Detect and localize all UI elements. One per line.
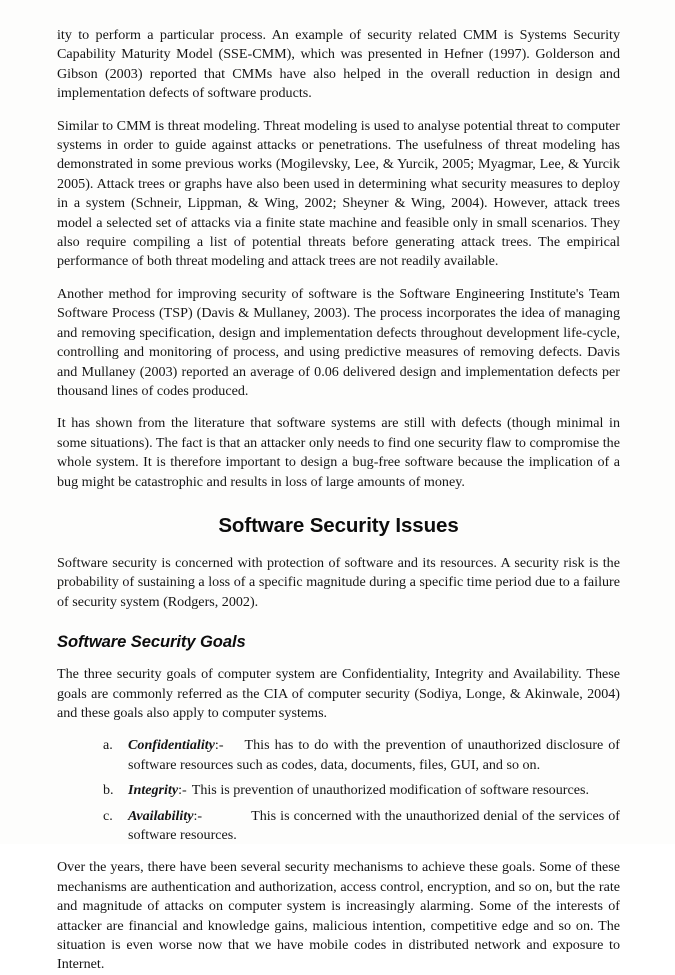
subsection-heading-software-security-goals: Software Security Goals — [57, 632, 246, 652]
list-item-term: Confidentiality — [128, 737, 215, 754]
paragraph-threat-modeling: Similar to CMM is threat modeling. Threat modeling is used to analyse potential threat to computer systems in order to guide against attacks or penetrations. The usefulness of threat modeling has demonstrated in some previous works (Mogilevsky, Lee, & Yurcik, 2005; Myagmar, Lee, & Yurcik 2005). Attack trees or graphs have also been used in determining what security measures to deploy in a system (Schneir, Lippman, & Wing, 2002; Sheyner & Wing, 2004). However, attack trees model a selected set of attacks via a finite state machine and feasible only in small scenarios. They also require compiling a list of potential threats before generating attack trees. The empirical performance of both threat modeling and attack trees are not readily available. — [57, 117, 620, 270]
section-heading-software-security-issues: Software Security Issues — [218, 513, 459, 537]
list-item-marker: b. — [103, 782, 114, 799]
paragraph-team-software-process: Another method for improving security of software is the Software Engineering Institute's Team Software Process (TSP) (Davis & Mullaney, 2003). The process incorporates the idea of managing and removing specification, design and implementation defects throughout development life-cycle, controlling and monitoring of process, and using predictive measures of removing defects. Davis and Mullaney (2003) reported an average of 0.06 delivered design and implementation defects per thousand lines of codes produced. — [57, 285, 620, 399]
security-goals-list — [57, 736, 620, 845]
list-item-text: This is prevention of unauthorized modification of software resources. — [191, 782, 589, 799]
list-item-marker: a. — [103, 737, 113, 754]
paragraph-cmm-maturity-model: ity to perform a particular process. An example of security related CMM is Systems Security Capability Maturity Model (SSE-CMM), which was presented in Hefner (1997). Golderson and Gibson (2003) reported that CMMs have also helped in the overall reduction in design and implementation defects of software products. — [57, 27, 620, 102]
list-item — [57, 807, 620, 846]
list-item-separator: :- — [178, 782, 187, 799]
paragraph-security-mechanisms: Over the years, there have been several security mechanisms to achieve these goals. Some of these mechanisms are authentication and authorization, access control, encryption, and so on, but the rate and magnitude of attacks on computer system is increasingly alarming. Some of the interests of attacker are financial and knowledge gains, malicious intention, competitive edge and so on. The situation is even worse now that we have mobile codes in distributed network and exposure to Internet. — [57, 859, 620, 973]
list-item — [57, 736, 620, 775]
paragraph-software-defects: It has shown from the literature that software systems are still with defects (though minimal in some situations). The fact is that an attacker only needs to find one security flaw to compromise the whole system. It is therefore important to design a bug-free software because the implication of a bug might be catastrophic and results in loss of large amounts of money. — [57, 415, 620, 490]
list-item-term: Integrity — [128, 782, 179, 799]
list-item-marker: c. — [103, 807, 113, 824]
list-item — [57, 781, 620, 800]
paragraph-security-risk-definition: Software security is concerned with protection of software and its resources. A security risk is the probability of sustaining a loss of a specific magnitude during a specific time period due to a failure of security system (Rodgers, 2002). — [57, 554, 620, 610]
list-item-text: This has to do with the prevention of unauthorized disclosure of software resources such as codes, data, documents, files, GUI, and so on. — [128, 737, 620, 773]
list-item-separator: :- — [214, 737, 224, 754]
list-item-term: Availability — [128, 807, 194, 824]
list-item-text: This is concerned with the unauthorized denial of the services of software resources. — [128, 807, 620, 843]
paragraph-cia-goals: The three security goals of computer system are Confidentiality, Integrity and Availability. These goals are commonly referred as the CIA of computer security (Sodiya, Longe, & Akinwale, 2004) and these goals also apply to computer systems. — [57, 666, 620, 721]
list-item-separator: :- — [193, 807, 203, 824]
